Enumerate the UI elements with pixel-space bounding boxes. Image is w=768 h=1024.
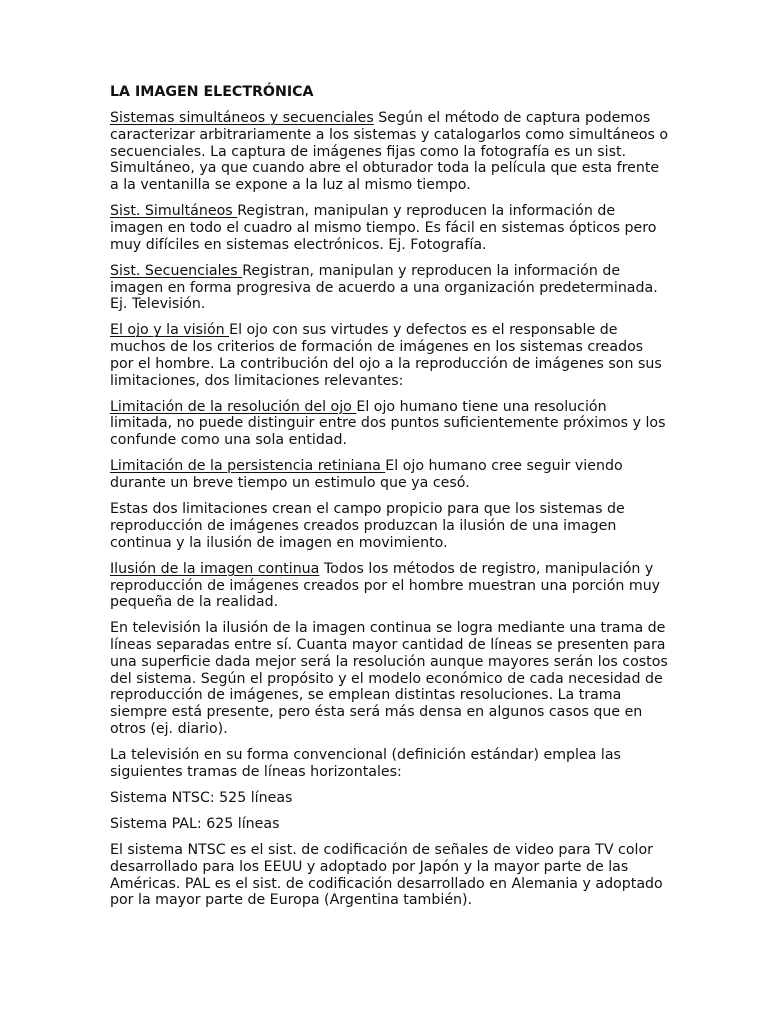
paragraph-text: Todos los métodos de registro, manipulación y reproducción de imágenes creados por el hombre muestran una porción muy pequeña de la realidad.: [110, 560, 661, 611]
paragraph-ntsc-pal: [110, 842, 670, 909]
paragraph-term: Ilusión de la imagen continua: [110, 560, 320, 577]
paragraph-text: Sistema NTSC: 525 líneas: [110, 789, 293, 806]
paragraph-sistemas: [110, 110, 670, 194]
paragraph-text: La televisión en su forma convencional (definición estándar) emplea las siguientes tramas de líneas horizontales:: [110, 746, 621, 780]
paragraph-ojo-vision: [110, 322, 670, 389]
paragraph-campo-propicio: [110, 501, 670, 551]
paragraph-secuenciales: [110, 263, 670, 313]
paragraph-term: Limitación de la resolución del ojo: [110, 398, 357, 415]
paragraph-ilusion-imagen: [110, 561, 670, 611]
paragraph-ntsc-lineas: [110, 790, 670, 807]
paragraph-term: Sist. Simultáneos: [110, 203, 238, 220]
paragraph-text: En televisión la ilusión de la imagen continua se logra mediante una trama de líneas separadas entre sí. Cuanta mayor cantidad de líneas se presenten para una superficie dada mejor será la resolución aunque mayores serán los costos del sistema. Según el propósito y el modelo económico de cada necesidad de reproducción de imágenes, se emplean distintas resoluciones. La trama siempre está presente, pero ésta será más densa en algunos casos que en otros (ej. diario).: [110, 620, 668, 737]
paragraph-limitacion-resolucion: [110, 399, 670, 449]
paragraph-simultaneos: [110, 203, 670, 253]
paragraph-text: Según el método de captura podemos caracterizar arbitrariamente a los sistemas y catalogarlos como simultáneos o secuenciales. La captura de imágenes fijas como la fotografía es un sist. Simultáneo, ya que cuando abre el obturador toda la película que esta frente a la ventanilla se expone a la luz al mismo tiempo.: [110, 110, 669, 194]
paragraph-text: Registran, manipulan y reproducen la información de imagen en todo el cuadro al mismo tiempo. Es fácil en sistemas ópticos pero muy difíciles en sistemas electrónicos. Ej. Fotografía.: [110, 203, 657, 253]
paragraph-television-trama: [110, 620, 670, 737]
paragraph-television-convencional: [110, 747, 670, 780]
document-page: [110, 84, 670, 919]
paragraph-pal-lineas: [110, 816, 670, 833]
paragraph-text: Sistema PAL: 625 líneas: [110, 816, 280, 833]
paragraph-text: El ojo humano cree seguir viendo durante un breve tiempo un estimulo que ya cesó.: [110, 458, 623, 492]
paragraph-term: El ojo y la visión: [110, 322, 230, 339]
paragraph-text: El ojo humano tiene una resolución limitada, no puede distinguir entre dos puntos suficientemente próximos y los confunde como una sola entidad.: [110, 398, 666, 449]
paragraph-text: El sistema NTSC es el sist. de codificación de señales de video para TV color desarrollado para los EEUU y adoptado por Japón y la mayor parte de las Américas. PAL es el sist. de codificación desarrollado en Alemania y adoptado por la mayor parte de Europa (Argentina también).: [110, 842, 663, 909]
document-title: LA IMAGEN ELECTRÓNICA: [110, 84, 314, 100]
paragraph-term: Sist. Secuenciales: [110, 262, 243, 279]
paragraph-text: Registran, manipulan y reproducen la información de imagen en forma progresiva de acuerdo a una organización predeterminada. Ej. Televisión.: [110, 262, 658, 313]
paragraph-term: Sistemas simultáneos y secuenciales: [110, 110, 374, 127]
paragraph-text: El ojo con sus virtudes y defectos es el responsable de muchos de los criterios de formación de imágenes en los sistemas creados por el hombre. La contribución del ojo a la reproducción de imágenes son sus limitaciones, dos limitaciones relevantes:: [110, 322, 662, 389]
paragraph-term: Limitación de la persistencia retiniana: [110, 458, 386, 475]
paragraph-limitacion-persistencia: [110, 458, 670, 491]
paragraph-text: Estas dos limitaciones crean el campo propicio para que los sistemas de reproducción de imágenes creados produzcan la ilusión de una imagen continua y la ilusión de imagen en movimiento.: [110, 501, 625, 551]
